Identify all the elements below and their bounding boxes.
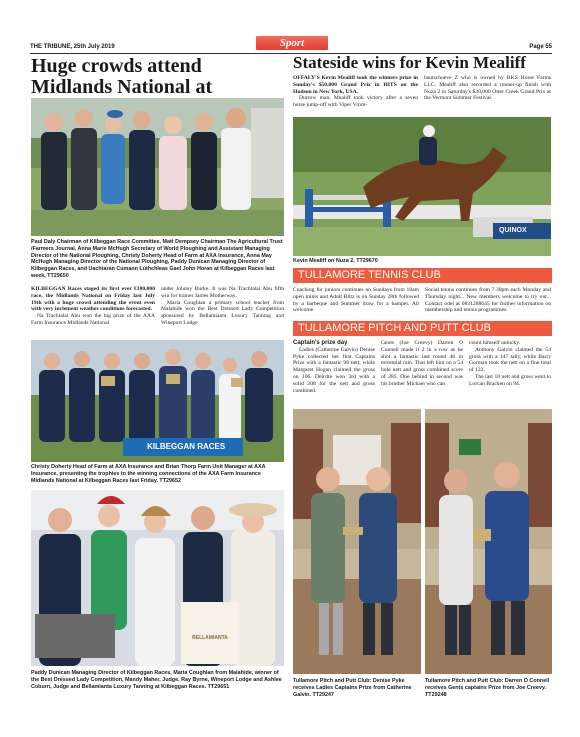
- stateside-col1: [293, 75, 418, 109]
- pp-heading: Captain's prize day: [293, 340, 348, 346]
- stateside-col2: [424, 75, 551, 102]
- body-paragraph: under Johnny Burke. It was Na Trachtalai Abu fifth win for trainer James Motherway.: [161, 286, 284, 299]
- pitch-putt-banner: TULLAMORE PITCH AND PUTT CLUB: [293, 321, 552, 336]
- tennis-col1: Coaching for juniors continues on Sundays from 10am open minis and Adult Blitz is on Sunday 28th followed by a barbeque and Summer draw for a hamper. All welcome.: [293, 287, 419, 314]
- body-paragraph: Maria Coughlan a primary school teacher from Malahide won the Best Dressed Lady Competition sponsored by Bellamianta Luxury Tanning and Wineport Lodge.: [161, 299, 284, 326]
- tennis-col2: Social tennis continues from 7.30pm each Monday and Thursday night... New members welcome to try out... Contact odel at 0831288645 for further information on membership and tennis programmes.: [425, 287, 551, 314]
- photo-best-dressed-caption: Paddy Dunican Managing Director of Kilbeggan Races, Maria Coughlan from Malahide, winner of the Best Dressed Lady Competition, Mandy Maher, Judge, Ray Byrne, Wineport Lodge and Ashlee Coburn, Judge and Bellamianta Luxury Tanning at Kilbeggan Races. TT29651: [31, 670, 282, 690]
- right-headline: Stateside wins for Kevin Mealiff: [293, 53, 526, 72]
- body-paragraph: Durrow man, Mealiff took victory after a seven horse jump-off with Viper Vrom-: [293, 95, 418, 109]
- photo-dignitaries-caption: Paul Daly Chairman of Kilbeggan Race Committee, Matt Dempsey Chairman The Agricultural Trust /Farmers Journal, Anna Marie McHugh Secretary of World Ploughing and Assistant Managing Director of the National Ploughing, Christy Doherty Head of Farm at AXA Insurance, Anna May McHugh Managing Director of the National Ploughing, Paddy Dunican Managing Director of Kilbeggan Races, and Uachtarán Cumann Lúthchleas Gael John Horan at Kilbeggan Races last week, TT29650: [31, 239, 283, 279]
- body-paragraph: Na Trachtalai Abu won the big prize of the AXA Farm Insurance Midlands National: [31, 313, 155, 326]
- photo-ladies-captain: [293, 409, 421, 674]
- body-paragraph: Ladies (Catherine Galvin) Denise Pyke collected her first Captains Prize with a fantastic 98 nett, while Margaret Hogan claimed the gross on 106. Deirdre won 3rd with a solid 208 for the nett and gross combined.: [293, 346, 375, 394]
- section-tab: Sport: [256, 36, 328, 50]
- left-body-col2: [161, 286, 284, 327]
- page-number: Page 55: [529, 44, 552, 50]
- photo-best-dressed: [31, 490, 284, 666]
- photo-show-jumping-caption: Kevin Mealiff on Nuza 2, TT29670: [293, 258, 378, 264]
- left-body-col1: [31, 286, 155, 327]
- race-banner-text: KILBEGGAN RACES: [147, 442, 226, 451]
- photo-gents-captain: [425, 409, 552, 674]
- body-paragraph: bautschoeve Z who is owned by BKS Horse Farms LLC. Mealiff also recorded a runner-up finish with Nuza 2 in Saturday's $30,000 Otter Creek Grand Prix at the Vermont Summer Festival.: [424, 75, 551, 102]
- lead-paragraph: KILBEGGAN Races staged its first ever €100,000 race, the Midlands National on Friday last July 19th with a huge crowd attending the event even with very inclement weather conditions forecasted.: [31, 286, 155, 313]
- photo-trophy-presentation: [31, 340, 284, 462]
- body-paragraph: Anthony Galvin claimed the 54 gross with a 147 tally, while Barry Gorman took the nett on a fine total of 122.: [469, 346, 551, 374]
- publication-date: THE TRIBUNE, 25th July 2019: [30, 44, 115, 50]
- body-paragraph: The last 18 nett and gross went to Lorcan Bracken on 94.: [469, 373, 551, 387]
- photo-show-jumping: [293, 117, 551, 256]
- photo-ladies-captain-caption: Tullamore Pitch and Putt Club: Denise Pyke receives Ladies Captains Prize from Catherine Galvin. TT29247: [293, 678, 412, 698]
- body-paragraph: count himself unlucky.: [469, 340, 521, 346]
- tennis-club-banner: TULLAMORE TENNIS CLUB: [293, 268, 552, 283]
- sponsor-sign-text: BELLAMIANTA: [192, 635, 228, 641]
- photo-gents-captain-caption: Tullamore Pitch and Putt Club: Darren O Connell receives Gents captains Prize from Joe Creevy. TT29248: [425, 678, 550, 698]
- lead-paragraph: OFFALY'S Kevin Mealiff took the winners prize in Sunday's $50,000 Grand Prix in HITS on the Hudson in New York, USA.: [293, 75, 418, 95]
- pp-col1: [293, 340, 375, 394]
- left-headline: Huge crowds attend Midlands National at: [31, 55, 213, 98]
- photo-dignitaries: [31, 98, 284, 236]
- pp-col3: [469, 340, 551, 388]
- arena-sign-text: QUINOX: [499, 227, 527, 234]
- pp-col2: Gents (Joe Creevy) Darren O Connell made it 2 in a row as he shot a fantastic last round 46 in torrential rain. That left him on a 54 hole nett and gross combined score of 285. One behind in second was his brother Michael who can: [381, 340, 463, 387]
- photo-trophy-caption: Christy Doherty Head of Farm at AXA Insurance and Brian Thorp Farm Unit Manager at AXA Insurance, presenting the trophies to the winning connections of the AXA Farm Insurance Midlands National at Kilbeggan Races last Friday. TT29652: [31, 464, 266, 484]
